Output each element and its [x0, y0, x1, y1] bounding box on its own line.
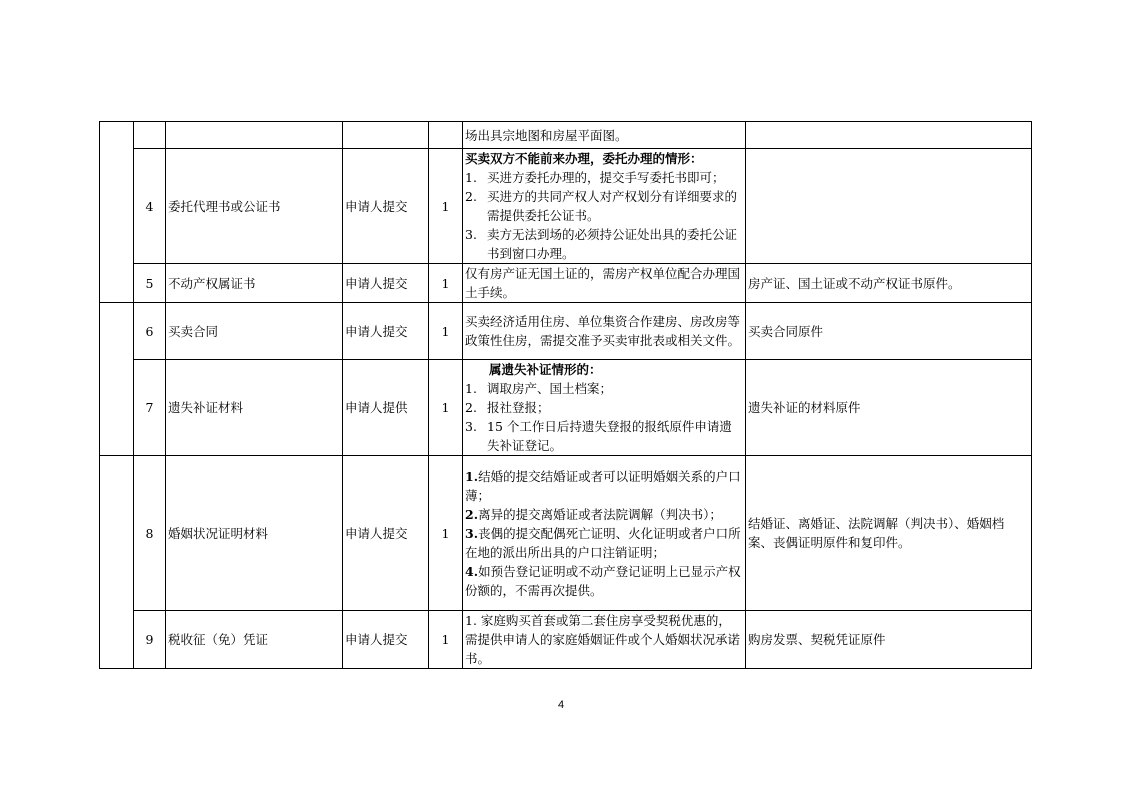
table-row — [100, 456, 1032, 611]
item-number: 1. — [465, 381, 477, 396]
materials-table — [99, 121, 1032, 669]
original-doc: 结婚证、离婚证、法院调解（判决书）、婚姻档案、丧偶证明原件和复印件。 — [746, 456, 1032, 611]
row-number: 5 — [134, 264, 166, 303]
material-count: 1 — [429, 456, 463, 611]
material-name: 不动产权属证书 — [166, 264, 343, 303]
item-number: 1. — [465, 468, 479, 484]
material-name: 税收征（免）凭证 — [166, 611, 343, 669]
item-text: 15 个工作日后持遗失登报的报纸原件申请遗失补证登记。 — [487, 419, 732, 453]
item-text: 结婚的提交结婚证或者可以证明婚姻关系的户口薄； — [465, 468, 741, 503]
material-count: 1 — [429, 264, 463, 303]
original-doc: 购房发票、契税凭证原件 — [746, 611, 1032, 669]
material-count: 1 — [429, 360, 463, 456]
item-text: 丧偶的提交配偶死亡证明、火化证明或者户口所在地的派出所出具的户口注销证明； — [465, 525, 741, 560]
item-number: 3. — [465, 419, 477, 434]
original-doc: 房产证、国土证或不动产权证书原件。 — [746, 264, 1032, 303]
remark-title: 属遗失补证情形的： — [489, 362, 602, 377]
item-number: 2. — [465, 189, 477, 204]
material-name: 买卖合同 — [166, 303, 343, 360]
material-name: 婚姻状况证明材料 — [166, 456, 343, 611]
row-number: 8 — [134, 456, 166, 611]
material-remark — [463, 360, 746, 456]
group-cell — [100, 122, 134, 303]
group-cell — [100, 303, 134, 456]
material-count: 1 — [429, 303, 463, 360]
item-text: 买进方的共同产权人对产权划分有详细要求的需提供委托公证书。 — [487, 189, 738, 223]
item-text: 如预告登记证明或不动产登记证明上已显示产权份额的，不需再次提供。 — [465, 563, 741, 598]
list-item — [465, 398, 743, 417]
material-count: 1 — [429, 149, 463, 264]
item-number: 3. — [465, 525, 479, 541]
list-item — [465, 379, 743, 398]
material-name: 委托代理书或公证书 — [166, 149, 343, 264]
list-item — [465, 417, 743, 455]
table-row — [100, 611, 1032, 669]
list-item — [465, 225, 743, 263]
material-source: 申请人提交 — [343, 149, 429, 264]
row-number — [134, 122, 166, 149]
original-doc — [746, 149, 1032, 264]
item-number: 1. — [465, 170, 477, 185]
row-number: 7 — [134, 360, 166, 456]
material-source: 申请人提交 — [343, 611, 429, 669]
material-source: 申请人提供 — [343, 360, 429, 456]
material-remark — [463, 149, 746, 264]
item-number: 3. — [465, 227, 477, 242]
item-number: 4. — [465, 563, 479, 579]
row-number: 6 — [134, 303, 166, 360]
table-row — [100, 303, 1032, 360]
list-item — [465, 467, 743, 505]
original-doc: 买卖合同原件 — [746, 303, 1032, 360]
group-cell — [100, 456, 134, 669]
list-item — [465, 505, 743, 524]
item-text: 买进方委托办理的，提交手写委托书即可； — [487, 170, 725, 185]
table-row — [100, 264, 1032, 303]
table-row — [100, 360, 1032, 456]
material-name — [166, 122, 343, 149]
item-text: 调取房产、国土档案； — [487, 381, 613, 396]
item-text: 卖方无法到场的必须持公证处出具的委托公证书到窗口办理。 — [487, 227, 738, 261]
material-remark — [463, 456, 746, 611]
material-source: 申请人提交 — [343, 456, 429, 611]
table-row — [100, 122, 1032, 149]
material-source: 申请人提交 — [343, 303, 429, 360]
item-text: 报社登报； — [487, 400, 550, 415]
material-count: 1 — [429, 611, 463, 669]
material-count — [429, 122, 463, 149]
list-item — [465, 168, 743, 187]
material-source: 申请人提交 — [343, 264, 429, 303]
material-remark: 1. 家庭购买首套或第二套住房享受契税优惠的，需提供申请人的家庭婚姻证件或个人婚姻状况承诺书。 — [463, 611, 746, 669]
item-text: 离异的提交离婚证或者法院调解（判决书）； — [478, 506, 722, 522]
material-source — [343, 122, 429, 149]
original-doc — [746, 122, 1032, 149]
list-item — [465, 524, 743, 562]
table-row — [100, 149, 1032, 264]
material-name: 遗失补证材料 — [166, 360, 343, 456]
material-remark: 买卖经济适用住房、单位集资合作建房、房改房等政策性住房，需提交准予买卖审批表或相关文件。 — [463, 303, 746, 360]
original-doc: 遗失补证的材料原件 — [746, 360, 1032, 456]
list-item — [465, 562, 743, 600]
page-number: 4 — [557, 699, 565, 711]
material-remark: 仅有房产证无国土证的，需房产权单位配合办理国土手续。 — [463, 264, 746, 303]
row-number: 4 — [134, 149, 166, 264]
item-number: 2. — [465, 506, 479, 522]
material-remark: 场出具宗地图和房屋平面图。 — [463, 122, 746, 149]
item-number: 2. — [465, 400, 477, 415]
row-number: 9 — [134, 611, 166, 669]
remark-title: 买卖双方不能前来办理，委托办理的情形： — [465, 151, 703, 166]
list-item — [465, 187, 743, 225]
